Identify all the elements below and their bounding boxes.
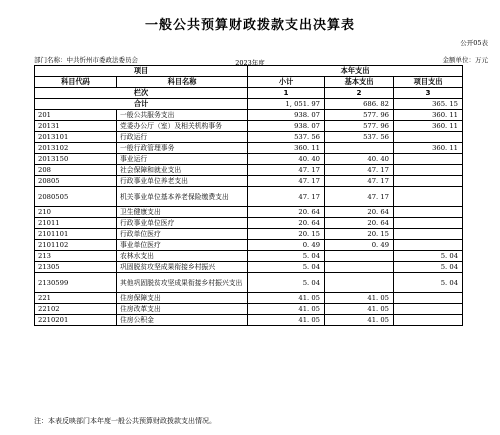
cell-project xyxy=(394,304,463,315)
cell-code: 20131 xyxy=(35,121,117,132)
cell-name: 行政事业单位医疗 xyxy=(117,218,248,229)
cell-name: 住房改革支出 xyxy=(117,304,248,315)
header-col1: 1 xyxy=(248,88,325,99)
cell-name: 社会保障和就业支出 xyxy=(117,165,248,176)
table-row xyxy=(35,229,463,240)
table-row xyxy=(35,132,463,143)
cell-project xyxy=(394,165,463,176)
cell-code: 2080505 xyxy=(35,187,117,207)
cell-code: 2101102 xyxy=(35,240,117,251)
cell-basic xyxy=(325,143,394,154)
cell-code: 2013102 xyxy=(35,143,117,154)
cell-name: 农林水支出 xyxy=(117,251,248,262)
table-row xyxy=(35,251,463,262)
cell-name: 住房公积金 xyxy=(117,315,248,326)
cell-subtotal: 41. 05 xyxy=(248,315,325,326)
total-project: 365. 15 xyxy=(394,99,463,110)
cell-project: 5. 04 xyxy=(394,262,463,273)
cell-code: 221 xyxy=(35,293,117,304)
header-project-expense: 项目支出 xyxy=(394,77,463,88)
cell-project xyxy=(394,293,463,304)
cell-basic: 20. 64 xyxy=(325,207,394,218)
cell-subtotal: 0. 49 xyxy=(248,240,325,251)
header-name: 科目名称 xyxy=(117,77,248,88)
cell-code: 2013150 xyxy=(35,154,117,165)
cell-basic: 0. 49 xyxy=(325,240,394,251)
cell-subtotal: 938. 07 xyxy=(248,121,325,132)
cell-name: 一般行政管理事务 xyxy=(117,143,248,154)
cell-subtotal: 47. 17 xyxy=(248,176,325,187)
table-row xyxy=(35,240,463,251)
cell-basic: 577. 96 xyxy=(325,110,394,121)
cell-subtotal: 360. 11 xyxy=(248,143,325,154)
cell-basic: 20. 64 xyxy=(325,218,394,229)
cell-basic: 41. 05 xyxy=(325,293,394,304)
cell-subtotal: 20. 64 xyxy=(248,207,325,218)
header-project: 项目 xyxy=(35,66,248,77)
cell-subtotal: 41. 05 xyxy=(248,293,325,304)
cell-project: 5. 04 xyxy=(394,251,463,262)
table-row xyxy=(35,218,463,229)
cell-subtotal: 20. 15 xyxy=(248,229,325,240)
cell-code: 2210201 xyxy=(35,315,117,326)
cell-name: 事业单位医疗 xyxy=(117,240,248,251)
total-subtotal: 1, 051. 97 xyxy=(248,99,325,110)
table-row xyxy=(35,304,463,315)
cell-basic xyxy=(325,273,394,293)
cell-subtotal: 47. 17 xyxy=(248,187,325,207)
header-current-year-expense: 本年支出 xyxy=(248,66,463,77)
page-title: 一般公共预算财政拨款支出决算表 xyxy=(144,18,355,33)
cell-basic: 40. 40 xyxy=(325,154,394,165)
header-basic: 基本支出 xyxy=(325,77,394,88)
cell-name: 卫生健康支出 xyxy=(117,207,248,218)
table-row xyxy=(35,207,463,218)
cell-code: 21305 xyxy=(35,262,117,273)
cell-name: 事业运行 xyxy=(117,154,248,165)
total-label: 合计 xyxy=(35,99,248,110)
cell-subtotal: 5. 04 xyxy=(248,262,325,273)
cell-subtotal: 41. 05 xyxy=(248,304,325,315)
footnote: 注：本表反映部门本年度一般公共预算财政拨款支出情况。 xyxy=(34,417,216,425)
cell-code: 20805 xyxy=(35,176,117,187)
cell-name: 一般公共服务支出 xyxy=(117,110,248,121)
cell-name: 行政事业单位养老支出 xyxy=(117,176,248,187)
cell-project xyxy=(394,229,463,240)
cell-project xyxy=(394,187,463,207)
header-col3: 3 xyxy=(394,88,463,99)
cell-basic: 47. 17 xyxy=(325,187,394,207)
amount-unit: 金额单位：万元 xyxy=(442,56,488,64)
cell-basic: 41. 05 xyxy=(325,315,394,326)
cell-name: 党委办公厅（室）及相关机构事务 xyxy=(117,121,248,132)
table-row xyxy=(35,121,463,132)
cell-subtotal: 40. 40 xyxy=(248,154,325,165)
report-year: 2023年度 xyxy=(235,59,265,67)
form-number: 公开05表 xyxy=(460,39,488,47)
cell-project xyxy=(394,207,463,218)
cell-project: 5. 04 xyxy=(394,273,463,293)
expense-table xyxy=(34,65,463,326)
department-name: 部门名称：中共忻州市委政法委员会 xyxy=(34,56,138,64)
header-code: 科目代码 xyxy=(35,77,117,88)
header-subtotal: 小计 xyxy=(248,77,325,88)
cell-project xyxy=(394,176,463,187)
cell-code: 210 xyxy=(35,207,117,218)
cell-basic xyxy=(325,262,394,273)
cell-code: 213 xyxy=(35,251,117,262)
cell-code: 21011 xyxy=(35,218,117,229)
cell-name: 住房保障支出 xyxy=(117,293,248,304)
cell-project xyxy=(394,132,463,143)
cell-project xyxy=(394,240,463,251)
cell-project: 360. 11 xyxy=(394,110,463,121)
cell-basic: 41. 05 xyxy=(325,304,394,315)
table-row xyxy=(35,143,463,154)
cell-basic: 577. 96 xyxy=(325,121,394,132)
cell-project xyxy=(394,315,463,326)
cell-subtotal: 5. 04 xyxy=(248,273,325,293)
cell-basic: 47. 17 xyxy=(325,176,394,187)
cell-basic: 47. 17 xyxy=(325,165,394,176)
total-basic: 686. 82 xyxy=(325,99,394,110)
cell-code: 22102 xyxy=(35,304,117,315)
cell-code: 2013101 xyxy=(35,132,117,143)
cell-subtotal: 537. 56 xyxy=(248,132,325,143)
table-row xyxy=(35,154,463,165)
cell-project xyxy=(394,218,463,229)
cell-name: 机关事业单位基本养老保险缴费支出 xyxy=(117,187,248,207)
header-lanci: 栏次 xyxy=(35,88,248,99)
table-row xyxy=(35,165,463,176)
table-row xyxy=(35,315,463,326)
table-row xyxy=(35,176,463,187)
cell-code: 201 xyxy=(35,110,117,121)
cell-subtotal: 5. 04 xyxy=(248,251,325,262)
cell-name: 巩固脱贫攻坚成果衔接乡村振兴 xyxy=(117,262,248,273)
cell-code: 208 xyxy=(35,165,117,176)
table-row xyxy=(35,273,463,293)
cell-name: 行政单位医疗 xyxy=(117,229,248,240)
cell-name: 行政运行 xyxy=(117,132,248,143)
table-row xyxy=(35,110,463,121)
table-row xyxy=(35,262,463,273)
cell-name: 其他巩固脱贫攻坚成果衔接乡村振兴支出 xyxy=(117,273,248,293)
cell-subtotal: 47. 17 xyxy=(248,165,325,176)
cell-basic: 537. 56 xyxy=(325,132,394,143)
cell-code: 2101101 xyxy=(35,229,117,240)
cell-project: 360. 11 xyxy=(394,121,463,132)
cell-basic xyxy=(325,251,394,262)
cell-code: 2130599 xyxy=(35,273,117,293)
table-row xyxy=(35,187,463,207)
cell-project xyxy=(394,154,463,165)
cell-project: 360. 11 xyxy=(394,143,463,154)
cell-subtotal: 938. 07 xyxy=(248,110,325,121)
table-row xyxy=(35,293,463,304)
cell-subtotal: 20. 64 xyxy=(248,218,325,229)
header-col2: 2 xyxy=(325,88,394,99)
cell-basic: 20. 15 xyxy=(325,229,394,240)
